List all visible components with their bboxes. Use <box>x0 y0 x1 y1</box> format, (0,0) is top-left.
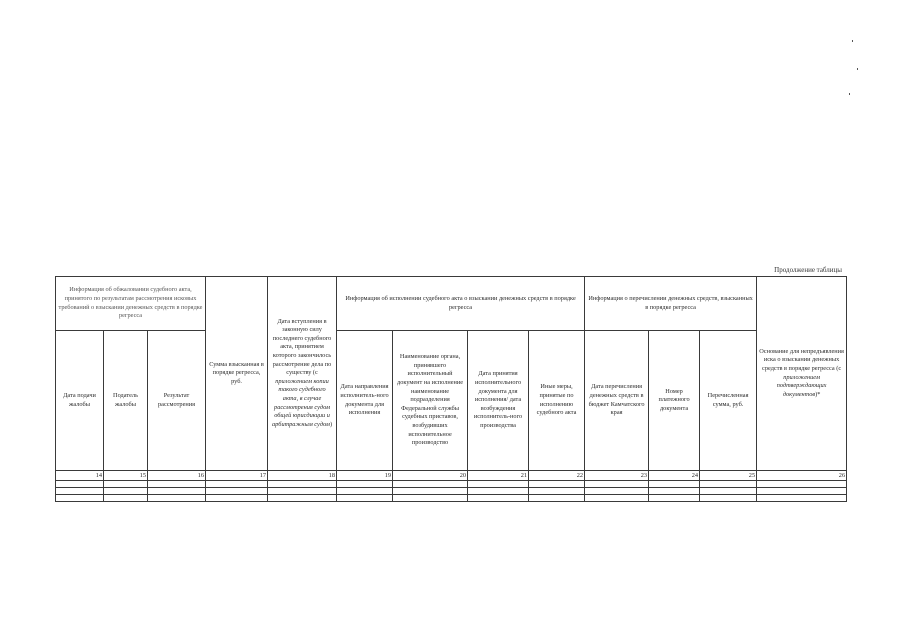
scan-speck <box>857 68 858 70</box>
header-other-measures: Иные меры, принятые по исполнению судебного акта <box>529 331 585 471</box>
header-basis-text: Основание для непредъявления иска о взыскании денежных средств в порядке регресса (с <box>759 347 844 372</box>
header-appeal-group: Информация об обжаловании судебного акта, принятого по результатам рассмотрения исковых требований о взыскании денежных средств в порядке регресса <box>56 277 206 331</box>
column-number: 25 <box>700 471 757 481</box>
table-row <box>56 481 847 488</box>
header-result: Результат рассмотрения <box>148 331 206 471</box>
header-payment-number: Номер платежного документа <box>649 331 700 471</box>
column-number: 14 <box>56 471 104 481</box>
header-entry-date-note: приложением копии такого судебного акта, в случае рассмотрения судом общей юрисдикции и арбитражным судом <box>272 377 331 428</box>
column-number: 26 <box>757 471 847 481</box>
header-body-name: Наименование органа, принявшего исполнительный документ на исполнение наименование подразделения Федеральной службы судебных приставов, возбудивших исполнительное производство <box>393 331 468 471</box>
column-number: 20 <box>393 471 468 481</box>
header-basis <box>757 277 847 471</box>
header-basis-end: )* <box>815 390 821 398</box>
column-number-row <box>56 471 847 481</box>
header-transfer-group: Информация о перечислении денежных средств, взысканных в порядке регресса <box>585 277 757 331</box>
column-number: 18 <box>268 471 337 481</box>
scan-speck <box>849 93 850 95</box>
column-number: 24 <box>649 471 700 481</box>
header-basis-note: приложением подтверждающих документов <box>776 373 827 398</box>
column-number: 23 <box>585 471 649 481</box>
header-send-date: Дата направления исполнитель-ного документа для исполнения <box>337 331 393 471</box>
header-accept-date: Дата принятия исполнительного документа для исполнения/ дата возбуждения исполнитель-ного производства <box>468 331 529 471</box>
header-entry-date-text: Дата вступления в законную силу последнего судебного акта, принятием которого закончилось рассмотрение дела по существу (с <box>272 317 332 377</box>
column-number: 19 <box>337 471 393 481</box>
table-row <box>56 495 847 502</box>
column-number: 16 <box>148 471 206 481</box>
table-row <box>56 488 847 495</box>
header-entry-date <box>268 277 337 471</box>
column-number: 21 <box>468 471 529 481</box>
header-entry-date-end: ) <box>329 420 333 428</box>
header-appeal-date: Дата подачи жалобы <box>56 331 104 471</box>
header-transferred-sum: Перечисленная сумма, руб. <box>700 331 757 471</box>
header-appellant: Податель жалобы <box>104 331 148 471</box>
header-execution-group: Информация об исполнении судебного акта о взыскании денежных средств в порядке регресса <box>337 277 585 331</box>
continuation-label: Продолжение таблицы <box>774 266 842 274</box>
scan-speck <box>852 40 853 42</box>
header-amount: Сумма взысканная в порядке регресса, руб. <box>206 277 268 471</box>
column-number: 15 <box>104 471 148 481</box>
header-transfer-date: Дата перечисления денежных средств в бюджет Камчатского края <box>585 331 649 471</box>
column-number: 17 <box>206 471 268 481</box>
column-number: 22 <box>529 471 585 481</box>
regress-table <box>55 276 847 502</box>
